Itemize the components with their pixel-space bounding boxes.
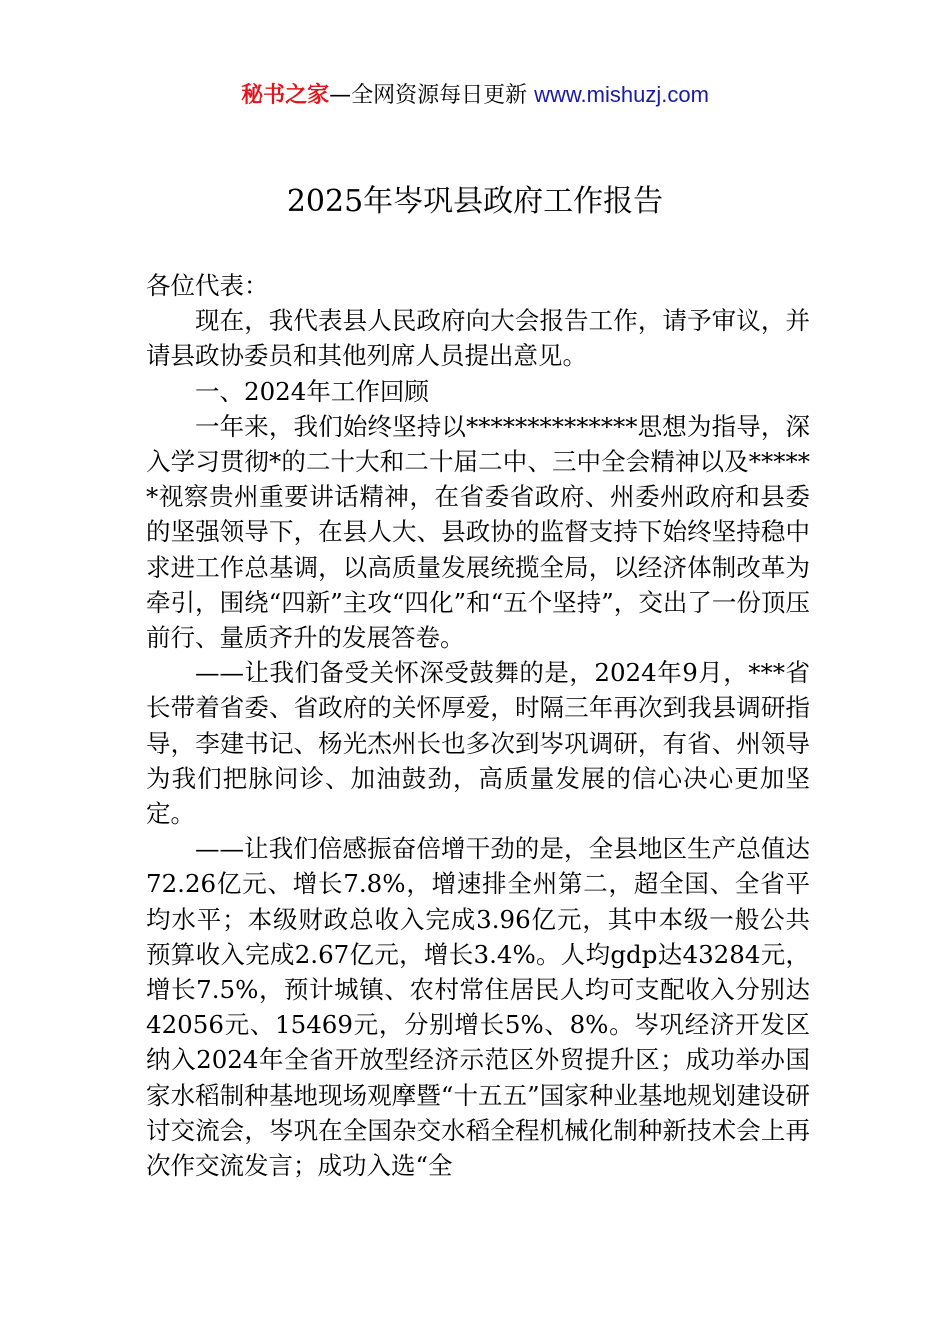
site-header (0, 78, 950, 113)
document-body (146, 268, 810, 1183)
site-brand: 秘书之家 (241, 83, 330, 108)
paragraph-intro: 现在，我代表县人民政府向大会报告工作，请予审议，并请县政协委员和其他列席人员提出意见。 (146, 306, 810, 371)
salutation: 各位代表： (146, 271, 269, 300)
paragraph-care: ——让我们备受关怀深受鼓舞的是，2024年9月，***省长带着省委、省政府的关怀厚爱，时隔三年再次到我县调研指导，李建书记、杨光杰州长也多次到岑巩调研，有省、州领导为我们把脉问诊、加油鼓劲，高质量发展的信心决心更加坚定。 (146, 658, 810, 829)
section-heading: 一、2024年工作回顾 (195, 376, 429, 406)
paragraph-overview: 一年来，我们始终坚持以**************思想为指导，深入学习贯彻*的二十大和二十届二中、三中全会精神以及******视察贵州重要讲话精神，在省委省政府、州委州政府和县委的坚强领导下，在县人大、县政协的监督支持下始终坚持稳中求进工作总基调，以高质量发展统揽全局，以经济体制改革为牵引，围绕“四新”主攻“四化”和“五个坚持”，交出了一份顶压前行、量质齐升的发展答卷。 (146, 411, 810, 653)
paragraph-economy: ——让我们倍感振奋倍增干劲的是，全县地区生产总值达72.26亿元、增长7.8%，增速排全州第二，超全国、全省平均水平；本级财政总收入完成3.96亿元，其中本级一般公共预算收入完成2.67亿元，增长3.4%。人均gdp达43284元，增长7.5%，预计城镇、农村常住居民人均可支配收入分别达42056元、15469元，分别增长5%、8%。岑巩经济开发区纳入2024年全省开放型经济示范区外贸提升区；成功举办国家水稻制种基地现场观摩暨“十五五”国家种业基地规划建设研讨交流会，岑巩在全国杂交水稻全程机械化制种新技术会上再次作交流发言；成功入选“全 (146, 834, 810, 1181)
site-tagline: —全网资源每日更新 (329, 83, 535, 108)
site-url-link[interactable]: www.mishuzj.com (534, 82, 709, 107)
document-title: 2025年岑巩县政府工作报告 (286, 184, 664, 219)
